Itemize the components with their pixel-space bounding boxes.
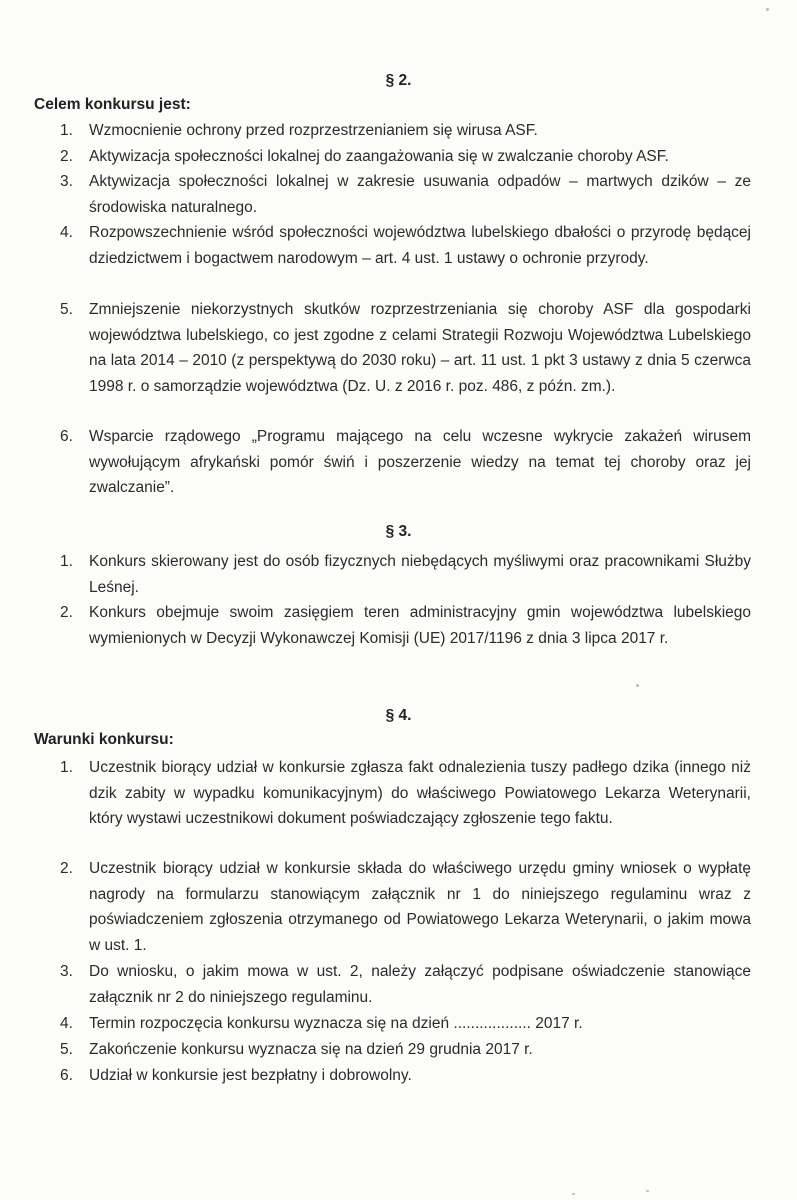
item-text: Do wniosku, o jakim mowa w ust. 2, należy załączyć podpisane oświadczenie stanowiące załącznik nr 2 do niniejszego regulaminu. — [89, 963, 751, 1006]
item-number: 4. — [60, 1015, 73, 1032]
item-text: Wsparcie rządowego „Programu mającego na celu wczesne wykrycie zakażeń wirusem wywołującym afrykański pomór świń i poszerzenie wiedzy na temat tej choroby oraz jej zwalczanie”. — [89, 428, 751, 496]
item-number: 3. — [60, 963, 73, 980]
item-number: 2. — [60, 604, 73, 621]
item-number: 2. — [60, 148, 73, 165]
item-text: Uczestnik biorący udział w konkursie zgłasza fakt odnalezienia tuszy padłego dzika (innego niż dzik zabity w wypadku komunikacyjnym) do właściwego Powiatowego Lekarza Weterynarii, który wystawi uczestnikowi dokument poświadczający zgłoszenie tego faktu. — [89, 759, 751, 827]
item-text: Aktywizacja społeczności lokalnej w zakresie usuwania odpadów – martwych dzików – ze środowiska naturalnego. — [89, 173, 751, 216]
item-text: Wzmocnienie ochrony przed rozprzestrzenianiem się wirusa ASF. — [89, 122, 538, 139]
item-text: Zakończenie konkursu wyznacza się na dzień 29 grudnia 2017 r. — [89, 1041, 533, 1058]
scan-speck — [766, 8, 769, 11]
scan-speck — [572, 1193, 575, 1195]
item-number: 1. — [60, 759, 73, 776]
item-text: Aktywizacja społeczności lokalnej do zaangażowania się w zwalczanie choroby ASF. — [89, 148, 669, 165]
section-2-heading: Celem konkursu jest: — [34, 96, 191, 113]
item-text: Udział w konkursie jest bezpłatny i dobrowolny. — [89, 1067, 412, 1084]
item-text: Uczestnik biorący udział w konkursie składa do właściwego urzędu gminy wniosek o wypłatę nagrody na formularzu stanowiącym załącznik nr 1 do niniejszego regulaminu wraz z poświadczeniem zgłoszenia otrzymanego od Powiatowego Lekarza Weterynarii, o jakim mowa w ust. 1. — [89, 860, 751, 954]
section-3-title: § 3. — [385, 523, 412, 540]
item-text: Konkurs obejmuje swoim zasięgiem teren administracyjny gmin województwa lubelskiego wymienionych w Decyzji Wykonawczej Komisji (UE) 2017/1196 z dnia 3 lipca 2017 r. — [89, 604, 751, 647]
item-text: Zmniejszenie niekorzystnych skutków rozprzestrzeniania się choroby ASF dla gospodarki województwa lubelskiego, co jest zgodne z celami Strategii Rozwoju Województwa Lubelskiego na lata 2014 – 2010 (z perspektywą do 2030 roku) – art. 11 ust. 1 pkt 3 ustawy z dnia 5 czerwca 1998 r. o samorządzie województwa (Dz. U. z 2016 r. poz. 486, z późn. zm.). — [89, 301, 751, 395]
section-4-heading: Warunki konkursu: — [34, 731, 174, 748]
item-text: Rozpowszechnienie wśród społeczności województwa lubelskiego dbałości o przyrodę będącej dziedzictwem i bogactwem narodowym – art. 4 ust. 1 ustawy o ochronie przyrody. — [89, 224, 751, 267]
section-2-title: § 2. — [385, 72, 412, 89]
item-number: 6. — [60, 428, 73, 445]
item-text: Konkurs skierowany jest do osób fizycznych niebędących myśliwymi oraz pracownikami Służby Leśnej. — [89, 553, 751, 596]
scan-speck — [636, 684, 639, 687]
item-number: 1. — [60, 553, 73, 570]
item-number: 2. — [60, 860, 73, 877]
item-number: 5. — [60, 301, 73, 318]
item-text: Termin rozpoczęcia konkursu wyznacza się na dzień .................. 2017 r. — [89, 1015, 583, 1032]
scan-speck — [646, 1190, 649, 1192]
item-number: 4. — [60, 224, 73, 241]
section-4-title: § 4. — [385, 707, 412, 724]
item-number: 6. — [60, 1067, 73, 1084]
item-number: 5. — [60, 1041, 73, 1058]
item-number: 1. — [60, 122, 73, 139]
item-number: 3. — [60, 173, 73, 190]
